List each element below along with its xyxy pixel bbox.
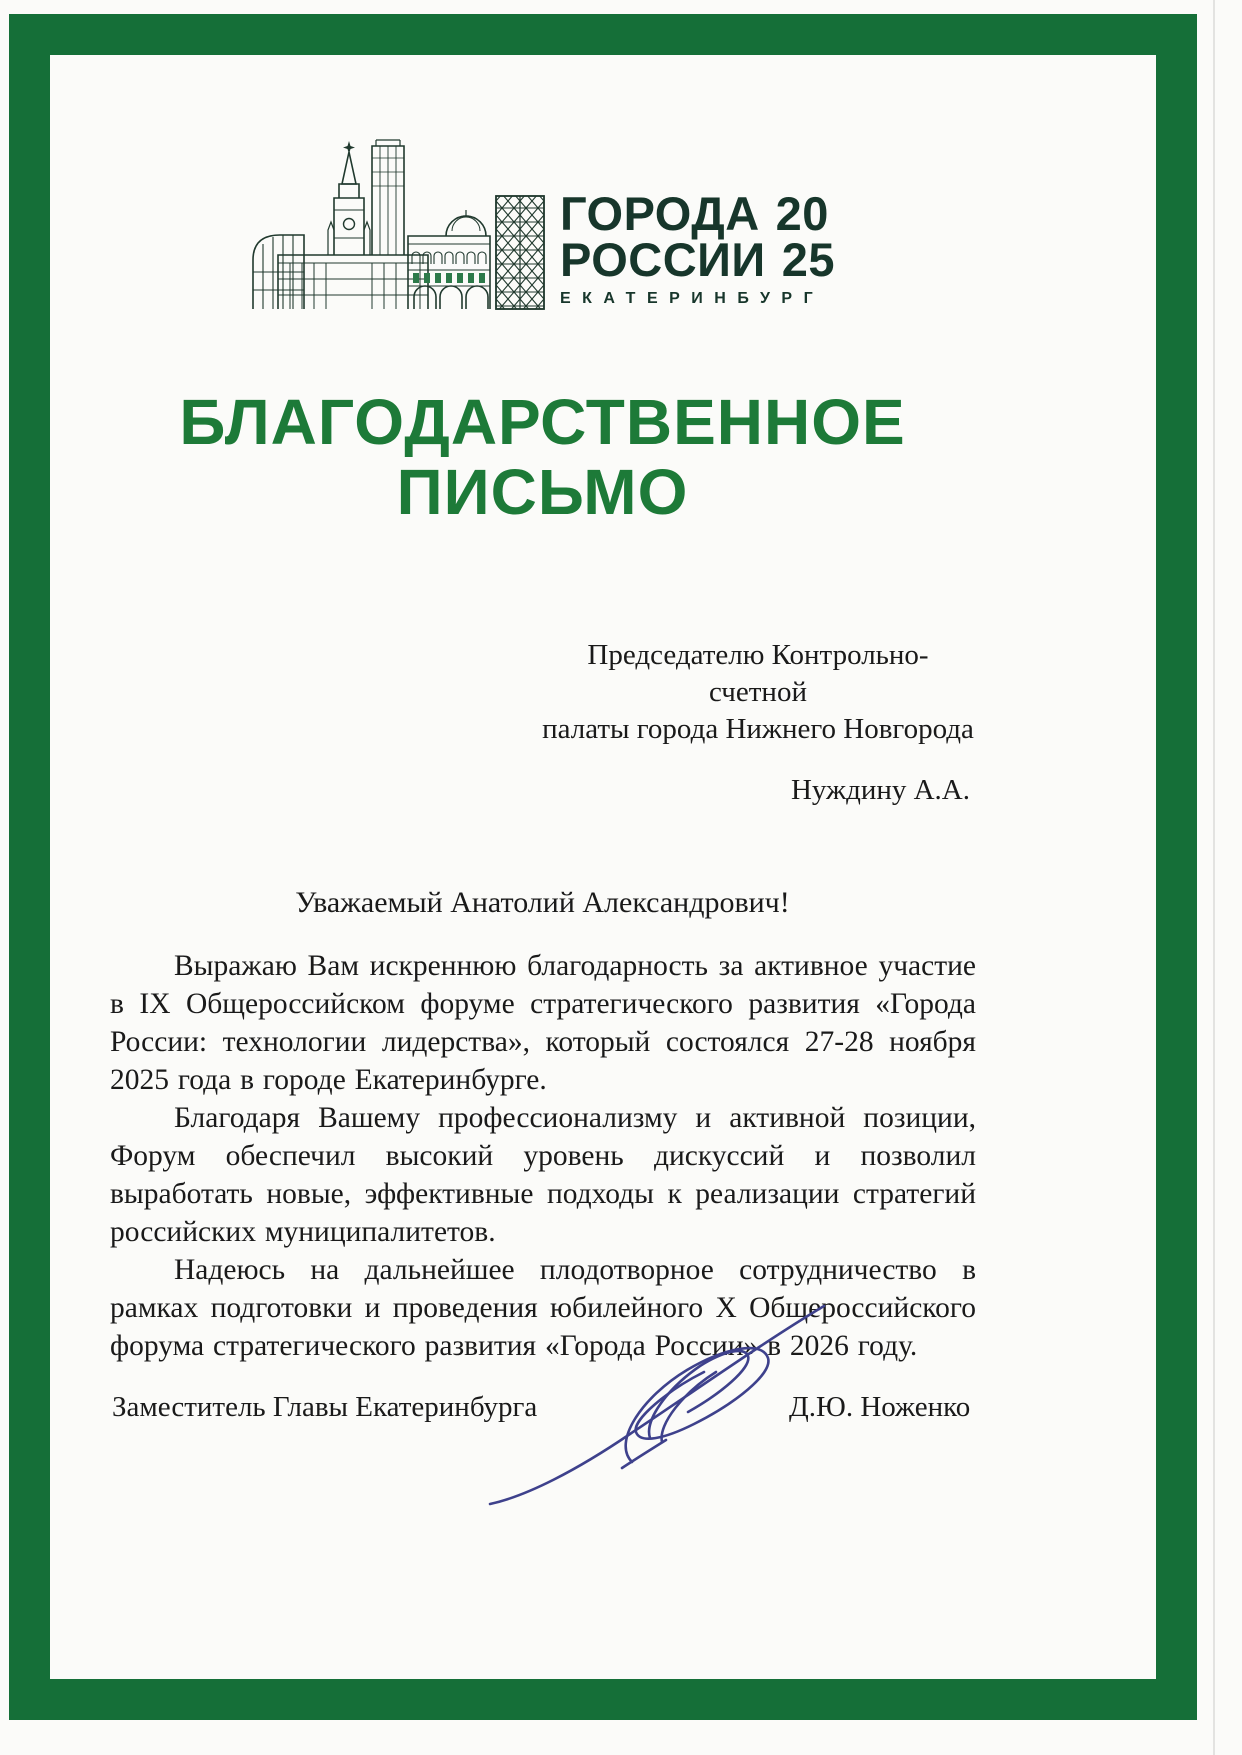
handwritten-signature: [472, 1292, 832, 1512]
logo-title-line-1: [559, 187, 835, 240]
signer-position-title: Заместитель Главы Екатеринбурга: [112, 1391, 538, 1423]
logo-year-25: 25: [781, 233, 835, 286]
recipient-name: Нуждину А.А.: [790, 774, 970, 806]
salutation: Уважаемый Анатолий Александрович!: [295, 886, 790, 919]
logo-word-rossii: РОССИИ: [559, 233, 766, 286]
recipient-line-1: Председателю Контрольно-счетной: [587, 639, 929, 708]
document-title: [110, 387, 975, 527]
signature-ink-strokes: [472, 1292, 832, 1512]
body-paragraph-2: Благодаря Вашему профессионализму и активной позиции, Форум обеспечил высокий уровень дискуссий и позволил выработать новые, эффективные подходы к реализации стратегий российских муниципалитетов.: [110, 1102, 976, 1248]
ekaterinburg-skyline-illustration: [250, 138, 546, 310]
document-title-line-2: ПИСЬМО: [396, 456, 689, 528]
logo-title-line-2: [559, 233, 835, 286]
recipient-line-2: палаты города Нижнего Новгорода: [542, 713, 974, 745]
recipient-block: [540, 637, 976, 809]
signer-name: Д.Ю. Ноженко: [789, 1391, 971, 1423]
logo-city-name: ЕКАТЕРИНБУРГ: [559, 290, 825, 307]
body-paragraph-3: Надеюсь на дальнейшее плодотворное сотрудничество в рамках подготовки и проведения юбилейного X Общероссийского форума стратегического развития «Города России» в 2026 году.: [110, 1254, 976, 1362]
document-title-line-1: БЛАГОДАРСТВЕННОЕ: [179, 386, 906, 458]
logo-word-goroda: ГОРОДА: [559, 187, 760, 240]
forum-logo: [110, 138, 975, 310]
body-paragraph-1: Выражаю Вам искреннюю благодарность за активное участие в IX Общероссийском форуме стратегического развития «Города России: технологии лидерства», который состоялся 27-28 ноября 2025 года в городе Екатеринбурге.: [110, 950, 976, 1096]
scan-artifact-line: [1213, 0, 1215, 1755]
logo-year-20: 20: [775, 187, 829, 240]
forum-logo-text: [559, 187, 835, 310]
